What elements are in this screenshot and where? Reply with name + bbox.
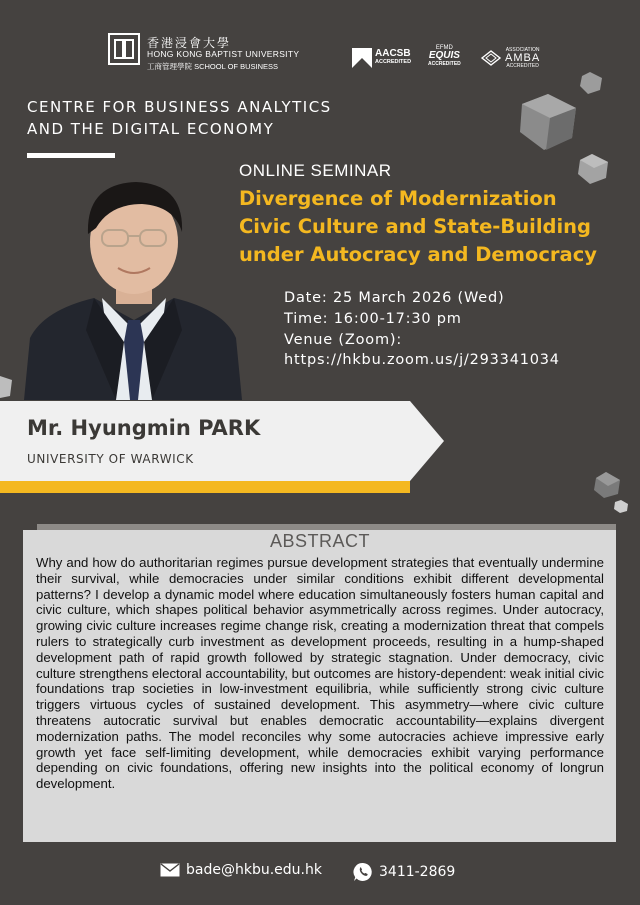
aacsb-sub: ACCREDITED xyxy=(375,59,412,65)
speaker-photo xyxy=(24,170,242,400)
university-name-en: HONG KONG BAPTIST UNIVERSITY xyxy=(147,49,300,59)
seminar-title xyxy=(239,185,619,269)
speaker-affiliation: UNIVERSITY OF WARWICK xyxy=(27,452,194,466)
aacsb-logo-icon xyxy=(352,48,372,68)
speaker-band-accent xyxy=(0,480,410,493)
footer-phone-text: 3411-2869 xyxy=(379,864,456,880)
centre-name-line2: AND THE DIGITAL ECONOMY xyxy=(27,120,275,138)
seminar-title-line: Civic Culture and State-Building xyxy=(239,215,591,238)
cube-large-icon xyxy=(520,94,576,150)
cube-small-icon xyxy=(580,72,602,94)
centre-name-line1: CENTRE FOR BUSINESS ANALYTICS xyxy=(27,98,332,116)
whatsapp-icon xyxy=(353,862,373,882)
abstract-heading: ABSTRACT xyxy=(269,531,370,551)
seminar-title-line: under Autocracy and Democracy xyxy=(239,243,597,266)
efmd-label: EFMD xyxy=(435,45,453,51)
university-name-cn: 香港浸會大學 xyxy=(147,36,232,50)
school-name-en: SCHOOL OF BUSINESS xyxy=(194,62,278,71)
amba-sub: ACCREDITED xyxy=(506,63,539,69)
footer-email-text: bade@hkbu.edu.hk xyxy=(186,862,322,878)
seminar-date: Date: 25 March 2026 (Wed) xyxy=(284,290,505,306)
seminar-title-line: Divergence of Modernization xyxy=(239,187,557,210)
speaker-name: Mr. Hyungmin PARK xyxy=(27,416,261,440)
equis-label: EQUIS xyxy=(428,50,460,61)
seminar-type-label: ONLINE SEMINAR xyxy=(239,161,392,180)
equis-badge xyxy=(428,44,461,68)
seminar-venue-link[interactable]: https://hkbu.zoom.us/j/293341034 xyxy=(284,352,560,368)
aacsb-label: AACSB xyxy=(375,48,411,59)
amba-label: AMBA xyxy=(505,52,541,64)
envelope-icon xyxy=(160,863,180,877)
cube-tiny-icon xyxy=(614,500,628,513)
seminar-time: Time: 16:00-17:30 pm xyxy=(284,311,462,327)
school-name-cn: 工商管理學院 xyxy=(147,62,192,71)
speaker-band xyxy=(0,401,444,481)
aacsb-badge xyxy=(352,48,411,68)
cube-left-icon xyxy=(0,376,12,398)
seminar-venue-label: Venue (Zoom): xyxy=(284,332,403,348)
school-name xyxy=(147,61,278,72)
centre-divider xyxy=(27,153,115,158)
equis-sub: ACCREDITED xyxy=(428,61,461,67)
footer-phone[interactable] xyxy=(353,862,455,882)
cube-right-icon xyxy=(594,472,620,498)
hkbu-logo-icon xyxy=(108,32,140,66)
cube-medium-icon xyxy=(578,154,608,184)
abstract-body: Why and how do authoritarian regimes pursue development strategies that eventually undermine their survival, while democracies under similar conditions exhibit different developmental patterns? I develop a dynamic model where education simultaneously fosters human capital and civic culture, which shapes political behavior asymmetrically across regimes. Under autocracy, growing civic culture increases regime change risk, creating a modernization threat that compels rulers to strategically curb investment as development proceeds, resulting in a hump-shaped development path of rapid growth followed by strategic stagnation. Under democracy, civic culture strengthens electoral accountability, but outcomes are history-dependent: weak initial civic foundations trap societies in low-investment equilibria, while sufficiently strong civic culture triggers virtuous cycles of sustained development. This asymmetry—where civic culture threatens autocratic survival but enables democratic accountability—explains divergent modernization paths. The model reconciles why some autocracies achieve impressive early growth yet face self-limiting development, while democracies exhibit varying performance depending on civic foundations, offering new insights into the political economy of longrun development. xyxy=(36,555,604,792)
footer-email[interactable] xyxy=(160,862,322,878)
centre-name xyxy=(27,96,332,140)
amba-logo-icon xyxy=(480,50,502,66)
amba-top: ASSOCIATION xyxy=(505,47,540,53)
amba-badge xyxy=(480,46,540,70)
